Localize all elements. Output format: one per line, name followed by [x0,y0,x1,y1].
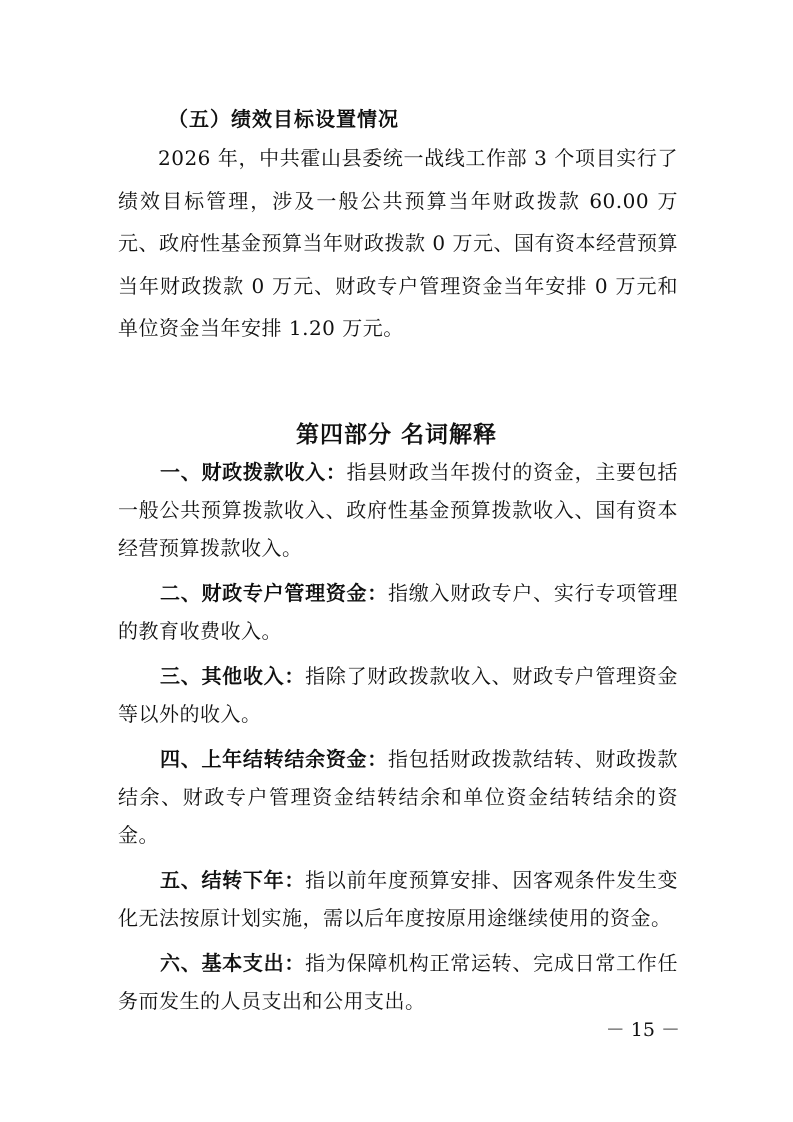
part-title: 第四部分 名词解释 [295,422,497,448]
glossary-term: 三、其他收入： [160,664,306,688]
glossary-definition: 指为保障机构正常运转、完成日常工作任务而发生的人员支出和公用支出。 [118,951,679,1013]
glossary-definition: 指除了财政拨款收入、财政专户管理资金等以外的收入。 [118,664,679,726]
glossary-item [118,657,678,733]
section-heading: （五）绩效目标设置情况 [168,107,399,131]
glossary-term: 二、财政专户管理资金： [160,581,389,605]
glossary-definition: 指包括财政拨款结转、财政拨款结余、财政专户管理资金结转结余和单位资金结转结余的资金。 [118,747,679,847]
glossary-item [118,453,678,567]
glossary-definition: 指以前年度预算安排、因客观条件发生变化无法按原计划实施，需以后年度按原用途继续使用的资金。 [118,868,679,930]
glossary-term: 六、基本支出： [160,951,306,975]
glossary-item [118,740,678,854]
page-number: － 15 － [605,1019,680,1041]
glossary-term: 五、结转下年： [160,868,306,892]
section-paragraph: 2026 年，中共霍山县委统一战线工作部 3 个项目实行了绩效目标管理，涉及一般公共预算当年财政拨款 60.00 万元、政府性基金预算当年财政拨款 0 万元、国有资本经营预算当年财政拨款 0 万元、财政专户管理资金当年安排 0 万元和单位资金当年安排 1.20 万元。 [118,146,678,340]
glossary [118,453,678,1027]
glossary-item [118,861,678,937]
glossary-item [118,944,678,1020]
glossary-term: 一、财政拨款收入： [160,460,347,484]
glossary-item [118,574,678,650]
glossary-definition: 指缴入财政专户、实行专项管理的教育收费收入。 [118,581,679,643]
glossary-term: 四、上年结转结余资金： [160,747,389,771]
glossary-definition: 指县财政当年拨付的资金，主要包括一般公共预算拨款收入、政府性基金预算拨款收入、国有资本经营预算拨款收入。 [118,460,678,560]
